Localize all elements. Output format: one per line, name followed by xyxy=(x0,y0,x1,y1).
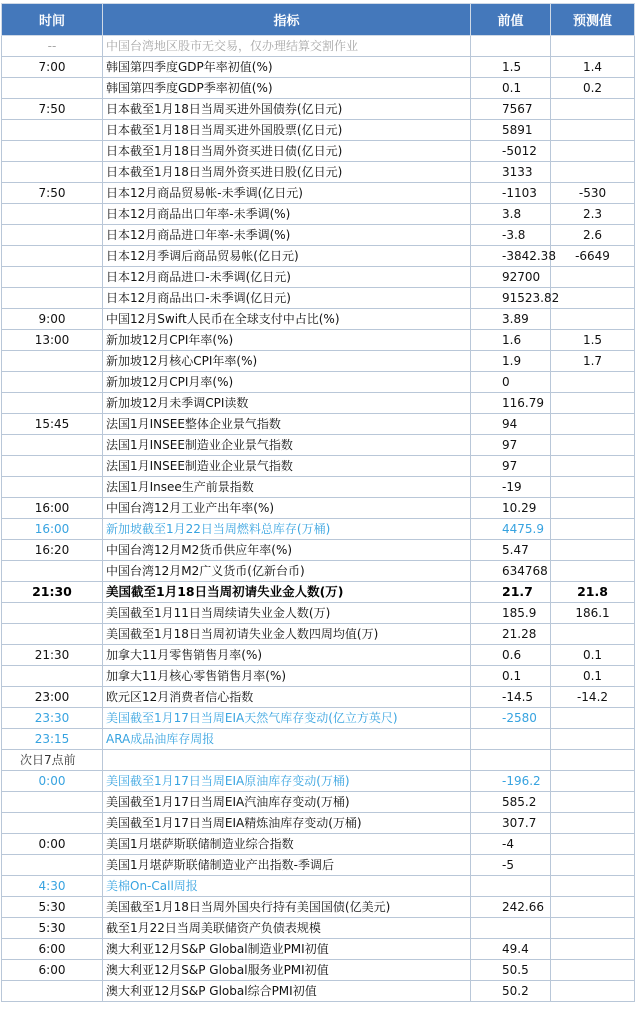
table-row xyxy=(2,687,635,708)
cell-time: 4:30 xyxy=(2,876,103,897)
table-row xyxy=(2,330,635,351)
cell-forecast xyxy=(551,309,635,330)
cell-previous: 242.66 xyxy=(471,897,551,918)
table-row xyxy=(2,918,635,939)
cell-indicator: 日本截至1月18日当周买进外国股票(亿日元) xyxy=(103,120,471,141)
cell-time xyxy=(2,603,103,624)
cell-forecast xyxy=(551,393,635,414)
cell-time xyxy=(2,813,103,834)
cell-previous: -4 xyxy=(471,834,551,855)
table-row xyxy=(2,288,635,309)
cell-previous: 4475.9 xyxy=(471,519,551,540)
cell-indicator: 美国截至1月18日当周外国央行持有美国国债(亿美元) xyxy=(103,897,471,918)
cell-indicator: 法国1月INSEE整体企业景气指数 xyxy=(103,414,471,435)
cell-forecast xyxy=(551,771,635,792)
cell-time xyxy=(2,792,103,813)
table-row xyxy=(2,393,635,414)
cell-previous: 97 xyxy=(471,435,551,456)
cell-forecast xyxy=(551,792,635,813)
cell-forecast: 1.7 xyxy=(551,351,635,372)
cell-forecast xyxy=(551,288,635,309)
cell-indicator: 澳大利亚12月S&P Global服务业PMI初值 xyxy=(103,960,471,981)
table-row xyxy=(2,792,635,813)
cell-time: 6:00 xyxy=(2,939,103,960)
cell-time xyxy=(2,351,103,372)
header-time: 时间 xyxy=(2,4,103,36)
cell-indicator: 美国截至1月17日当周EIA汽油库存变动(万桶) xyxy=(103,792,471,813)
cell-time: 0:00 xyxy=(2,834,103,855)
table-row xyxy=(2,729,635,750)
cell-time xyxy=(2,204,103,225)
cell-time: 16:00 xyxy=(2,519,103,540)
table-row xyxy=(2,939,635,960)
cell-indicator: 新加坡12月CPI月率(%) xyxy=(103,372,471,393)
cell-forecast xyxy=(551,834,635,855)
cell-forecast: -14.2 xyxy=(551,687,635,708)
cell-previous: 3.89 xyxy=(471,309,551,330)
cell-time xyxy=(2,561,103,582)
cell-previous: 91523.82 xyxy=(471,288,551,309)
cell-previous: 49.4 xyxy=(471,939,551,960)
cell-indicator: 加拿大11月核心零售销售月率(%) xyxy=(103,666,471,687)
cell-previous: 7567 xyxy=(471,99,551,120)
cell-indicator xyxy=(103,750,471,771)
cell-forecast xyxy=(551,372,635,393)
cell-previous: 634768 xyxy=(471,561,551,582)
table-row xyxy=(2,708,635,729)
cell-previous: 50.2 xyxy=(471,981,551,1002)
cell-time xyxy=(2,435,103,456)
header-previous: 前值 xyxy=(471,4,551,36)
cell-indicator: 欧元区12月消费者信心指数 xyxy=(103,687,471,708)
cell-time: 21:30 xyxy=(2,582,103,603)
cell-forecast xyxy=(551,750,635,771)
cell-previous: -5012 xyxy=(471,141,551,162)
table-row xyxy=(2,603,635,624)
cell-previous: -3.8 xyxy=(471,225,551,246)
cell-previous: -196.2 xyxy=(471,771,551,792)
table-row xyxy=(2,414,635,435)
cell-indicator: 澳大利亚12月S&P Global综合PMI初值 xyxy=(103,981,471,1002)
cell-previous: 116.79 xyxy=(471,393,551,414)
cell-previous: 0 xyxy=(471,372,551,393)
table-row xyxy=(2,855,635,876)
table-row xyxy=(2,624,635,645)
cell-time xyxy=(2,246,103,267)
cell-time xyxy=(2,225,103,246)
table-row xyxy=(2,498,635,519)
cell-forecast xyxy=(551,162,635,183)
cell-previous xyxy=(471,729,551,750)
cell-previous: 307.7 xyxy=(471,813,551,834)
cell-forecast xyxy=(551,729,635,750)
cell-forecast xyxy=(551,120,635,141)
cell-forecast xyxy=(551,498,635,519)
cell-forecast xyxy=(551,960,635,981)
cell-time xyxy=(2,78,103,99)
cell-forecast xyxy=(551,897,635,918)
cell-indicator: ARA成品油库存周报 xyxy=(103,729,471,750)
cell-forecast xyxy=(551,435,635,456)
cell-time xyxy=(2,141,103,162)
cell-forecast xyxy=(551,855,635,876)
cell-forecast xyxy=(551,981,635,1002)
cell-indicator: 中国台湾12月工业产出年率(%) xyxy=(103,498,471,519)
cell-forecast xyxy=(551,414,635,435)
cell-forecast xyxy=(551,918,635,939)
table-row xyxy=(2,225,635,246)
cell-forecast xyxy=(551,477,635,498)
table-body xyxy=(2,36,635,1002)
cell-time xyxy=(2,288,103,309)
cell-previous: 92700 xyxy=(471,267,551,288)
cell-previous xyxy=(471,918,551,939)
cell-forecast xyxy=(551,267,635,288)
cell-time: 21:30 xyxy=(2,645,103,666)
table-row xyxy=(2,204,635,225)
cell-time xyxy=(2,267,103,288)
table-row xyxy=(2,582,635,603)
cell-previous: 10.29 xyxy=(471,498,551,519)
cell-indicator: 中国台湾12月M2货币供应年率(%) xyxy=(103,540,471,561)
cell-indicator: 法国1月Insee生产前景指数 xyxy=(103,477,471,498)
table-row xyxy=(2,36,635,57)
cell-indicator: 日本截至1月18日当周买进外国债券(亿日元) xyxy=(103,99,471,120)
cell-forecast: 1.4 xyxy=(551,57,635,78)
cell-time xyxy=(2,477,103,498)
cell-forecast xyxy=(551,540,635,561)
cell-previous: 0.6 xyxy=(471,645,551,666)
cell-indicator: 美国截至1月18日当周初请失业金人数四周均值(万) xyxy=(103,624,471,645)
cell-time xyxy=(2,855,103,876)
cell-forecast: 0.2 xyxy=(551,78,635,99)
cell-previous xyxy=(471,36,551,57)
table-row xyxy=(2,666,635,687)
cell-previous: 1.6 xyxy=(471,330,551,351)
cell-forecast: 0.1 xyxy=(551,666,635,687)
table-row xyxy=(2,309,635,330)
cell-forecast xyxy=(551,813,635,834)
cell-indicator: 中国12月Swift人民币在全球支付中占比(%) xyxy=(103,309,471,330)
cell-indicator: 日本12月商品出口年率-未季调(%) xyxy=(103,204,471,225)
table-row xyxy=(2,477,635,498)
cell-previous: 185.9 xyxy=(471,603,551,624)
cell-indicator: 中国台湾12月M2广义货币(亿新台币) xyxy=(103,561,471,582)
table-row xyxy=(2,834,635,855)
table-row xyxy=(2,813,635,834)
table-row xyxy=(2,99,635,120)
cell-time xyxy=(2,372,103,393)
cell-time: 23:15 xyxy=(2,729,103,750)
table-row xyxy=(2,120,635,141)
cell-indicator: 新加坡12月核心CPI年率(%) xyxy=(103,351,471,372)
cell-previous: -1103 xyxy=(471,183,551,204)
cell-time xyxy=(2,666,103,687)
cell-indicator: 新加坡12月未季调CPI读数 xyxy=(103,393,471,414)
cell-time: 15:45 xyxy=(2,414,103,435)
cell-forecast xyxy=(551,141,635,162)
table-row xyxy=(2,246,635,267)
cell-indicator: 中国台湾地区股市无交易，仅办理结算交割作业 xyxy=(103,36,471,57)
header-forecast: 预测值 xyxy=(551,4,635,36)
cell-time: -- xyxy=(2,36,103,57)
cell-indicator: 美国截至1月18日当周初请失业金人数(万) xyxy=(103,582,471,603)
cell-forecast xyxy=(551,99,635,120)
table-row xyxy=(2,183,635,204)
cell-previous xyxy=(471,876,551,897)
cell-indicator: 美国截至1月11日当周续请失业金人数(万) xyxy=(103,603,471,624)
economic-calendar-table xyxy=(1,3,635,1002)
cell-time: 16:20 xyxy=(2,540,103,561)
cell-indicator: 韩国第四季度GDP季率初值(%) xyxy=(103,78,471,99)
cell-time: 23:00 xyxy=(2,687,103,708)
cell-forecast: -530 xyxy=(551,183,635,204)
table-row xyxy=(2,645,635,666)
cell-indicator: 加拿大11月零售销售月率(%) xyxy=(103,645,471,666)
cell-indicator: 日本12月商品进口-未季调(亿日元) xyxy=(103,267,471,288)
table-row xyxy=(2,876,635,897)
cell-indicator: 法国1月INSEE制造业企业景气指数 xyxy=(103,456,471,477)
cell-previous: 5.47 xyxy=(471,540,551,561)
cell-previous: -2580 xyxy=(471,708,551,729)
cell-indicator: 法国1月INSEE制造业企业景气指数 xyxy=(103,435,471,456)
cell-previous: 94 xyxy=(471,414,551,435)
table-row xyxy=(2,141,635,162)
table-row xyxy=(2,372,635,393)
cell-previous: 1.5 xyxy=(471,57,551,78)
table-row xyxy=(2,456,635,477)
cell-previous: 21.28 xyxy=(471,624,551,645)
cell-time: 23:30 xyxy=(2,708,103,729)
cell-indicator: 美国截至1月17日当周EIA原油库存变动(万桶) xyxy=(103,771,471,792)
cell-indicator: 新加坡截至1月22日当周燃料总库存(万桶) xyxy=(103,519,471,540)
cell-forecast: 2.3 xyxy=(551,204,635,225)
table-header-row xyxy=(2,4,635,36)
table-row xyxy=(2,162,635,183)
table-row xyxy=(2,267,635,288)
cell-forecast xyxy=(551,561,635,582)
cell-time: 5:30 xyxy=(2,897,103,918)
cell-previous: 5891 xyxy=(471,120,551,141)
cell-indicator: 日本12月商品进口年率-未季调(%) xyxy=(103,225,471,246)
cell-previous: 585.2 xyxy=(471,792,551,813)
cell-previous: -3842.38 xyxy=(471,246,551,267)
cell-forecast: -6649 xyxy=(551,246,635,267)
cell-previous: -14.5 xyxy=(471,687,551,708)
cell-previous: 21.7 xyxy=(471,582,551,603)
cell-previous: -19 xyxy=(471,477,551,498)
cell-indicator: 美国截至1月17日当周EIA天然气库存变动(亿立方英尺) xyxy=(103,708,471,729)
table-row xyxy=(2,540,635,561)
cell-time: 0:00 xyxy=(2,771,103,792)
cell-previous xyxy=(471,750,551,771)
cell-indicator: 新加坡12月CPI年率(%) xyxy=(103,330,471,351)
cell-previous: 0.1 xyxy=(471,666,551,687)
cell-forecast xyxy=(551,876,635,897)
cell-time: 7:50 xyxy=(2,183,103,204)
table-row xyxy=(2,57,635,78)
cell-previous: 50.5 xyxy=(471,960,551,981)
table-row xyxy=(2,78,635,99)
cell-forecast xyxy=(551,519,635,540)
cell-indicator: 美国1月堪萨斯联储制造业综合指数 xyxy=(103,834,471,855)
table-row xyxy=(2,750,635,771)
cell-time: 16:00 xyxy=(2,498,103,519)
cell-indicator: 韩国第四季度GDP年率初值(%) xyxy=(103,57,471,78)
cell-indicator: 日本12月商品贸易帐-未季调(亿日元) xyxy=(103,183,471,204)
cell-time xyxy=(2,162,103,183)
cell-indicator: 美国1月堪萨斯联储制造业产出指数-季调后 xyxy=(103,855,471,876)
cell-indicator: 日本截至1月18日当周外资买进日股(亿日元) xyxy=(103,162,471,183)
cell-time: 7:00 xyxy=(2,57,103,78)
cell-indicator: 澳大利亚12月S&P Global制造业PMI初值 xyxy=(103,939,471,960)
cell-forecast: 0.1 xyxy=(551,645,635,666)
table-row xyxy=(2,435,635,456)
cell-time xyxy=(2,981,103,1002)
table-row xyxy=(2,897,635,918)
cell-time: 次日7点前 xyxy=(2,750,103,771)
table-row xyxy=(2,981,635,1002)
cell-previous: 3.8 xyxy=(471,204,551,225)
cell-previous: 97 xyxy=(471,456,551,477)
cell-time xyxy=(2,456,103,477)
cell-time xyxy=(2,393,103,414)
table-row xyxy=(2,960,635,981)
cell-forecast: 21.8 xyxy=(551,582,635,603)
cell-previous: 1.9 xyxy=(471,351,551,372)
cell-time: 7:50 xyxy=(2,99,103,120)
cell-indicator: 美国截至1月17日当周EIA精炼油库存变动(万桶) xyxy=(103,813,471,834)
cell-forecast: 2.6 xyxy=(551,225,635,246)
cell-forecast xyxy=(551,939,635,960)
cell-indicator: 日本12月商品出口-未季调(亿日元) xyxy=(103,288,471,309)
cell-time xyxy=(2,624,103,645)
cell-forecast xyxy=(551,456,635,477)
cell-time: 9:00 xyxy=(2,309,103,330)
table-row xyxy=(2,351,635,372)
table-row xyxy=(2,561,635,582)
cell-previous: -5 xyxy=(471,855,551,876)
cell-forecast: 1.5 xyxy=(551,330,635,351)
table-row xyxy=(2,771,635,792)
cell-indicator: 美棉On-Call周报 xyxy=(103,876,471,897)
header-indicator: 指标 xyxy=(103,4,471,36)
cell-indicator: 日本截至1月18日当周外资买进日债(亿日元) xyxy=(103,141,471,162)
cell-forecast xyxy=(551,708,635,729)
cell-time xyxy=(2,120,103,141)
cell-indicator: 日本12月季调后商品贸易帐(亿日元) xyxy=(103,246,471,267)
cell-indicator: 截至1月22日当周美联储资产负债表规模 xyxy=(103,918,471,939)
cell-previous: 3133 xyxy=(471,162,551,183)
cell-time: 13:00 xyxy=(2,330,103,351)
cell-time: 5:30 xyxy=(2,918,103,939)
cell-time: 6:00 xyxy=(2,960,103,981)
table-row xyxy=(2,519,635,540)
cell-previous: 0.1 xyxy=(471,78,551,99)
cell-forecast: 186.1 xyxy=(551,603,635,624)
cell-forecast xyxy=(551,624,635,645)
cell-forecast xyxy=(551,36,635,57)
